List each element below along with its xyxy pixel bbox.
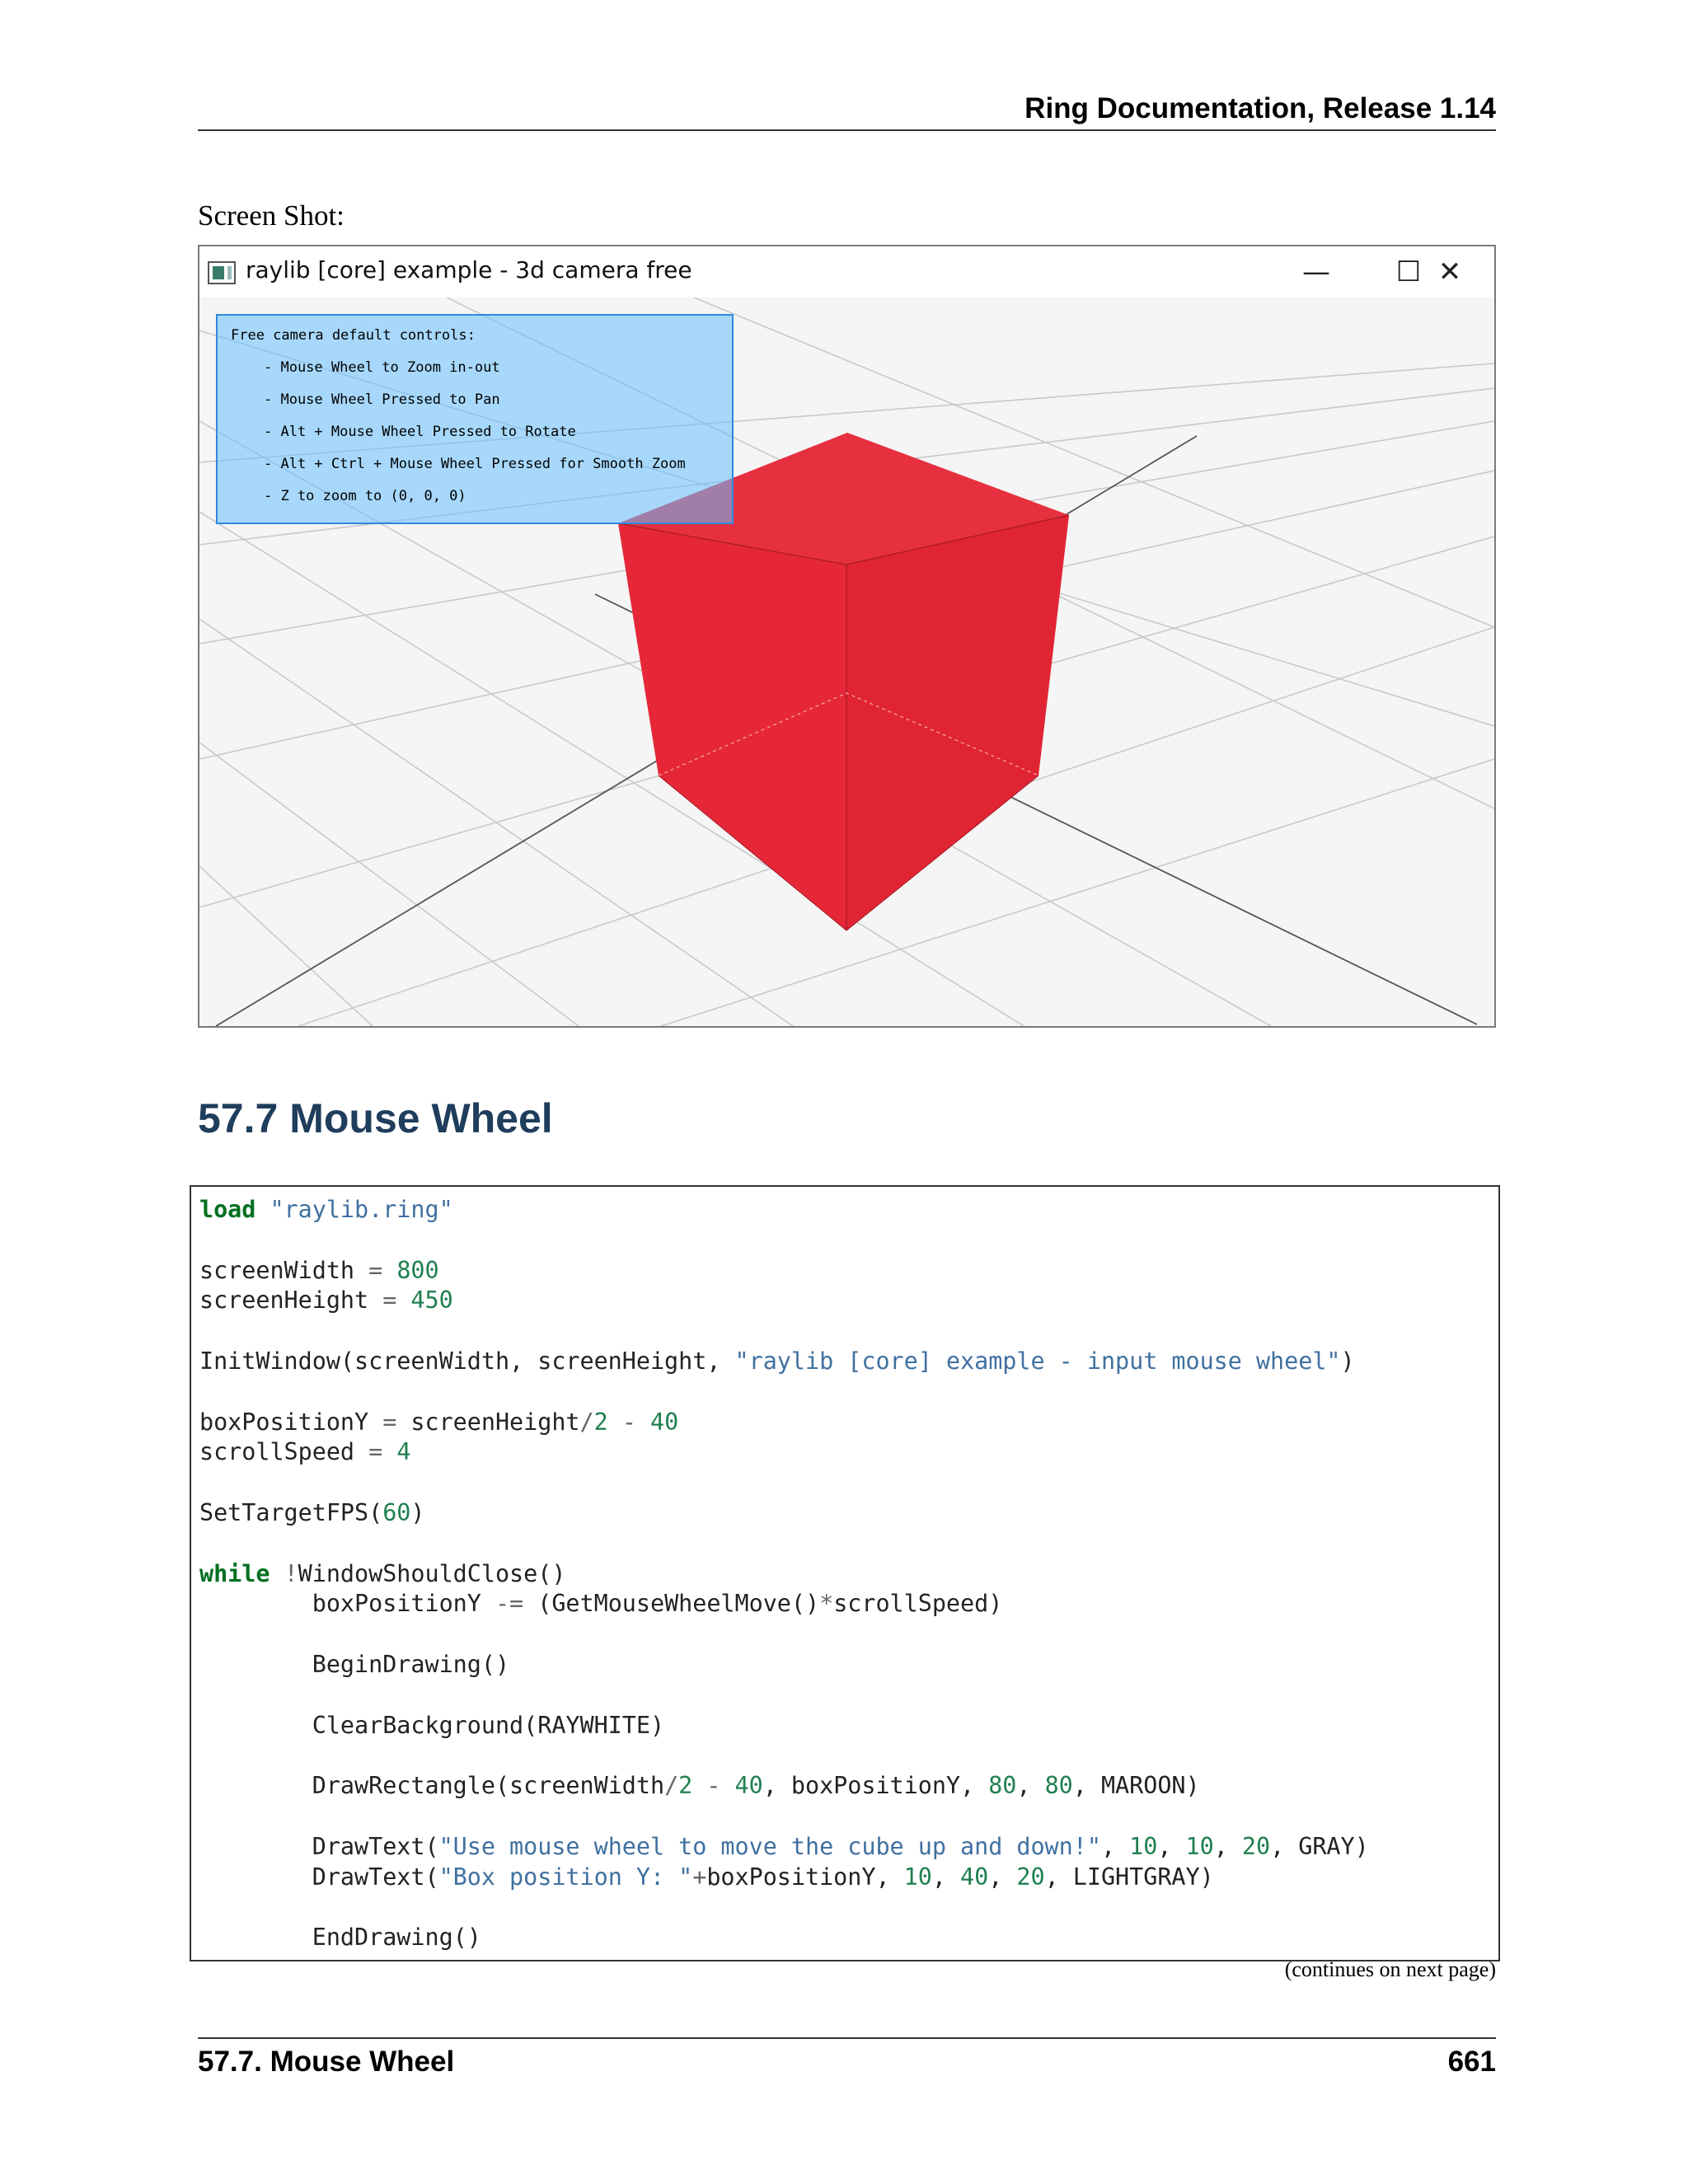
code-token: ): [1340, 1347, 1355, 1375]
code-line: [199, 1590, 1002, 1617]
code-token: ,: [988, 1863, 1017, 1891]
app-window-screenshot: [198, 245, 1496, 1028]
code-token: boxPositionY: [199, 1590, 495, 1618]
code-token: WindowShouldClose(): [298, 1559, 566, 1587]
code-token: [256, 1196, 270, 1223]
code-token: [270, 1560, 284, 1587]
code-token: boxPositionY,: [706, 1863, 904, 1891]
code-token: 60: [382, 1498, 411, 1526]
code-token: , GRAY): [1270, 1832, 1369, 1860]
code-token: DrawRectangle(screenWidth: [199, 1772, 665, 1800]
code-token: [720, 1772, 734, 1799]
code-token: 20: [1016, 1863, 1045, 1891]
code-token: 20: [1241, 1832, 1271, 1860]
code-line: [199, 1499, 425, 1526]
code-token: ): [410, 1498, 425, 1526]
code-token: scrollSpeed): [833, 1590, 1003, 1618]
code-token: ,: [1016, 1772, 1045, 1800]
code-token: DrawText(: [199, 1863, 439, 1891]
window-titlebar: [199, 246, 1494, 298]
code-listing: [199, 1195, 1369, 1953]
code-line: [199, 1560, 565, 1587]
code-token: !: [284, 1559, 298, 1587]
code-line: [199, 1408, 678, 1436]
code-token: ,: [1157, 1832, 1186, 1860]
footer-section: 57.7. Mouse Wheel: [198, 2046, 455, 2078]
code-token: =: [368, 1438, 383, 1466]
code-token: ,: [931, 1863, 961, 1891]
code-token: "raylib.ring": [270, 1196, 453, 1223]
code-token: 2: [593, 1408, 608, 1436]
code-token: load: [199, 1196, 256, 1223]
section-heading: 57.7 Mouse Wheel: [198, 1095, 553, 1141]
header-divider: [198, 129, 1496, 131]
code-line: [199, 1924, 481, 1951]
code-token: , MAROON): [1072, 1772, 1200, 1800]
code-token: /: [664, 1772, 679, 1800]
code-token: 10: [903, 1863, 932, 1891]
code-token: boxPositionY: [199, 1408, 383, 1436]
close-icon[interactable]: ✕: [1437, 255, 1462, 288]
code-token: =: [382, 1286, 397, 1315]
code-token: *: [819, 1590, 834, 1618]
code-token: "raylib [core] example - input mouse wheel": [734, 1347, 1341, 1375]
code-token: +: [692, 1863, 707, 1891]
code-token: ,: [1213, 1832, 1242, 1860]
maximize-icon[interactable]: ☐: [1395, 255, 1422, 288]
code-block: [190, 1185, 1500, 1961]
code-token: (GetMouseWheelMove(): [523, 1590, 820, 1618]
controls-title: Free camera default controls:: [231, 327, 476, 344]
code-token: 4: [396, 1438, 411, 1466]
code-token: 800: [396, 1256, 439, 1284]
footer-divider: [198, 2037, 1496, 2039]
code-token: ClearBackground(RAYWHITE): [199, 1711, 665, 1739]
code-token: -: [706, 1772, 721, 1800]
window-title: raylib [core] example - 3d camera free: [246, 256, 692, 284]
code-token: InitWindow(screenWidth, screenHeight,: [199, 1347, 735, 1375]
code-line: [199, 1347, 1355, 1375]
code-token: 80: [1044, 1772, 1073, 1800]
code-line: [199, 1712, 664, 1739]
code-token: , LIGHTGRAY): [1044, 1863, 1214, 1891]
page-number: 661: [1447, 2046, 1496, 2078]
control-item: - Mouse Wheel to Zoom in-out: [264, 359, 500, 376]
control-item: - Alt + Mouse Wheel Pressed to Rotate: [264, 424, 576, 440]
code-token: EndDrawing(): [199, 1924, 481, 1952]
code-token: screenHeight: [396, 1408, 580, 1436]
code-token: 2: [678, 1772, 693, 1800]
code-token: 10: [1185, 1832, 1214, 1860]
code-token: [636, 1408, 650, 1436]
code-token: [692, 1772, 706, 1799]
code-token: "Box position Y: ": [438, 1863, 693, 1891]
code-token: /: [579, 1408, 594, 1436]
code-token: [382, 1257, 396, 1284]
code-token: [608, 1408, 622, 1436]
code-token: screenWidth: [199, 1256, 369, 1284]
code-token: [396, 1286, 410, 1314]
code-token: 40: [650, 1408, 679, 1436]
continues-note: (continues on next page): [1284, 1957, 1496, 1981]
code-token: scrollSpeed: [199, 1438, 369, 1466]
code-token: ,: [1100, 1832, 1130, 1860]
code-line: [199, 1651, 509, 1678]
code-token: "Use mouse wheel to move the cube up and down!": [438, 1832, 1101, 1860]
code-token: BeginDrawing(): [199, 1650, 510, 1678]
code-token: [382, 1438, 396, 1465]
control-item: - Alt + Ctrl + Mouse Wheel Pressed for Smooth Zoom: [264, 456, 686, 472]
code-token: =: [382, 1408, 397, 1436]
code-token: while: [199, 1559, 270, 1587]
code-token: =: [368, 1256, 383, 1284]
code-token: 80: [988, 1772, 1017, 1800]
code-token: SetTargetFPS(: [199, 1498, 383, 1526]
code-line: [199, 1863, 1214, 1891]
document-header: Ring Documentation, Release 1.14: [1025, 92, 1496, 124]
code-line: [199, 1833, 1369, 1860]
code-token: 40: [960, 1863, 989, 1891]
code-line: [199, 1257, 439, 1284]
minimize-icon[interactable]: —: [1302, 255, 1330, 288]
code-token: -=: [495, 1590, 524, 1618]
app-icon: [208, 261, 236, 284]
code-token: , boxPositionY,: [762, 1772, 989, 1800]
code-token: 40: [734, 1772, 763, 1800]
code-token: screenHeight: [199, 1286, 383, 1315]
code-line: [199, 1286, 453, 1314]
code-line: [199, 1438, 410, 1465]
control-item: - Z to zoom to (0, 0, 0): [264, 488, 467, 504]
code-token: DrawText(: [199, 1832, 439, 1860]
code-token: 450: [410, 1286, 453, 1315]
code-line: [199, 1196, 453, 1223]
screenshot-caption: Screen Shot:: [198, 199, 345, 232]
code-token: -: [621, 1408, 636, 1436]
code-token: 10: [1129, 1832, 1158, 1860]
controls-overlay: [216, 314, 734, 524]
code-line: [199, 1772, 1200, 1799]
control-item: - Mouse Wheel Pressed to Pan: [264, 391, 500, 408]
